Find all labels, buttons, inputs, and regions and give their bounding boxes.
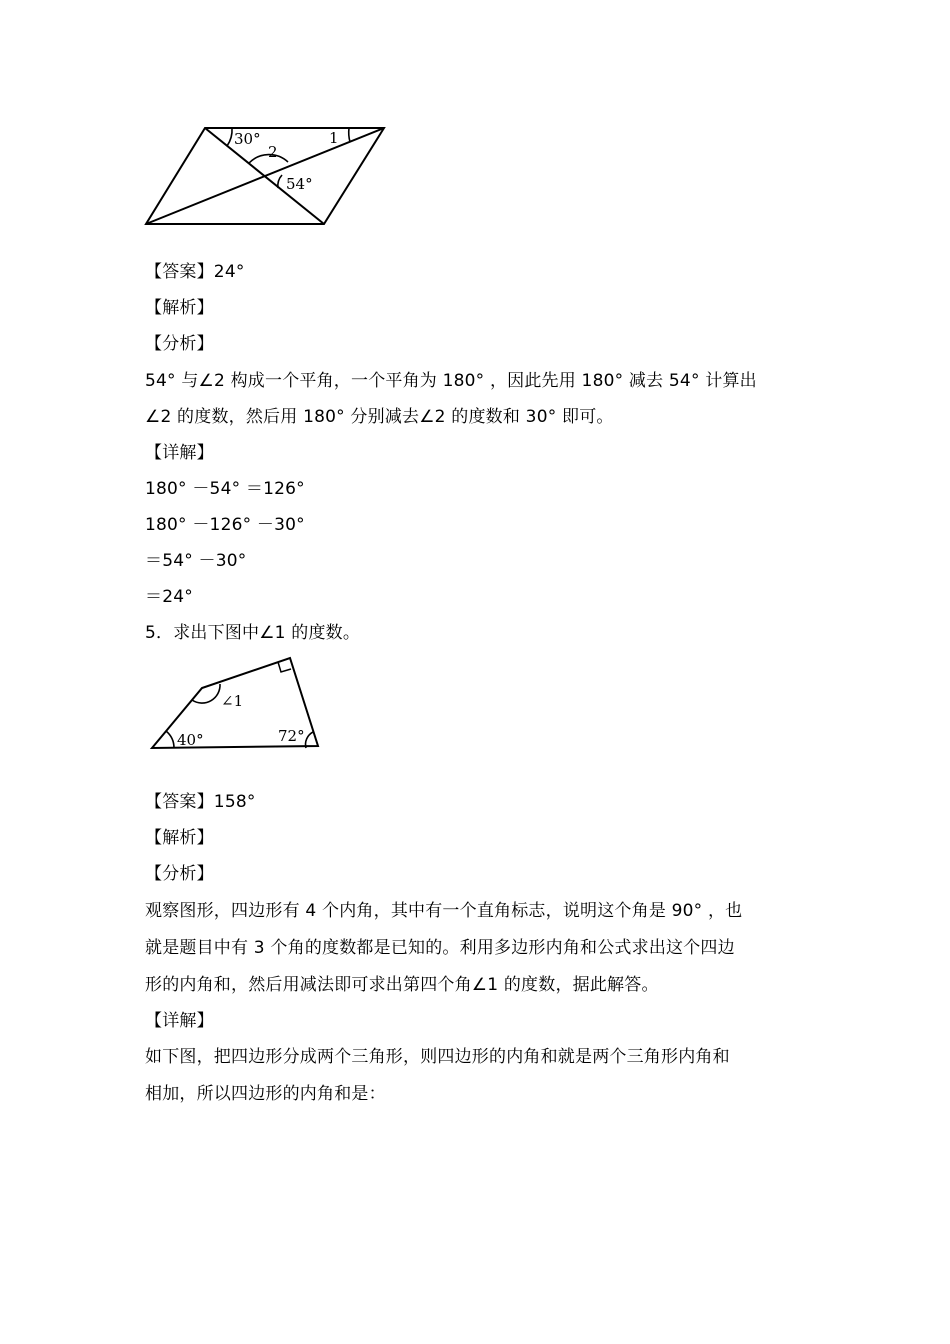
angle-54-arc [278,175,282,188]
q4-answer: 【答案】24° [145,262,245,282]
q4-fenxi-line-2: ∠2 的度数，然后用 180° 分别减去∠2 的度数和 30° 即可。 [145,407,614,427]
q5-jiexi-heading: 【解析】 [145,828,214,848]
q5-answer: 【答案】158° [145,792,256,812]
q4-calc-line-3: ＝54° －30° [145,551,247,571]
q4-fenxi-line-1: 54° 与∠2 构成一个平角，一个平角为 180° ，因此先用 180° 减去 54° 计算出 [145,371,757,391]
diagonal-bd [146,128,384,224]
label-30-degrees: 30° [234,130,261,148]
q5-question: 5．求出下图中∠1 的度数。 [145,623,361,643]
angle-40-arc [166,731,174,748]
label-54-degrees: 54° [286,175,313,193]
label-angle-1: ∠1 [221,692,244,710]
q4-calc-line-4: ＝24° [145,587,193,607]
label-72-degrees: 72° [278,727,305,745]
angle-1-arc [349,128,350,142]
q5-fenxi-heading: 【分析】 [145,864,214,884]
q4-calc-line-1: 180° －54° ＝126° [145,479,305,499]
angle-30-arc [227,128,232,146]
q5-fenxi-line-1: 观察图形，四边形有 4 个内角，其中有一个直角标志，说明这个角是 90° ，也 [145,901,743,921]
parallelogram-diagram [140,120,400,232]
q4-fenxi-heading: 【分析】 [145,334,214,354]
q4-calc-line-2: 180° －126° －30° [145,515,305,535]
quadrilateral-diagram [148,652,328,754]
q5-xiangjie-heading: 【详解】 [145,1011,214,1031]
q5-detail-line-2: 相加，所以四边形的内角和是： [145,1084,386,1104]
q5-fenxi-line-3: 形的内角和，然后用减法即可求出第四个角∠1 的度数，据此解答。 [145,975,659,995]
q5-detail-line-1: 如下图，把四边形分成两个三角形，则四边形的内角和就是两个三角形内角和 [145,1047,730,1067]
label-angle-2: 2 [268,143,278,161]
right-angle-mark [278,662,291,672]
q4-jiexi-heading: 【解析】 [145,298,214,318]
q4-xiangjie-heading: 【详解】 [145,443,214,463]
label-40-degrees: 40° [177,731,204,749]
label-angle-1: 1 [329,129,339,147]
q5-fenxi-line-2: 就是题目中有 3 个角的度数都是已知的。利用多边形内角和公式求出这个四边 [145,938,735,958]
